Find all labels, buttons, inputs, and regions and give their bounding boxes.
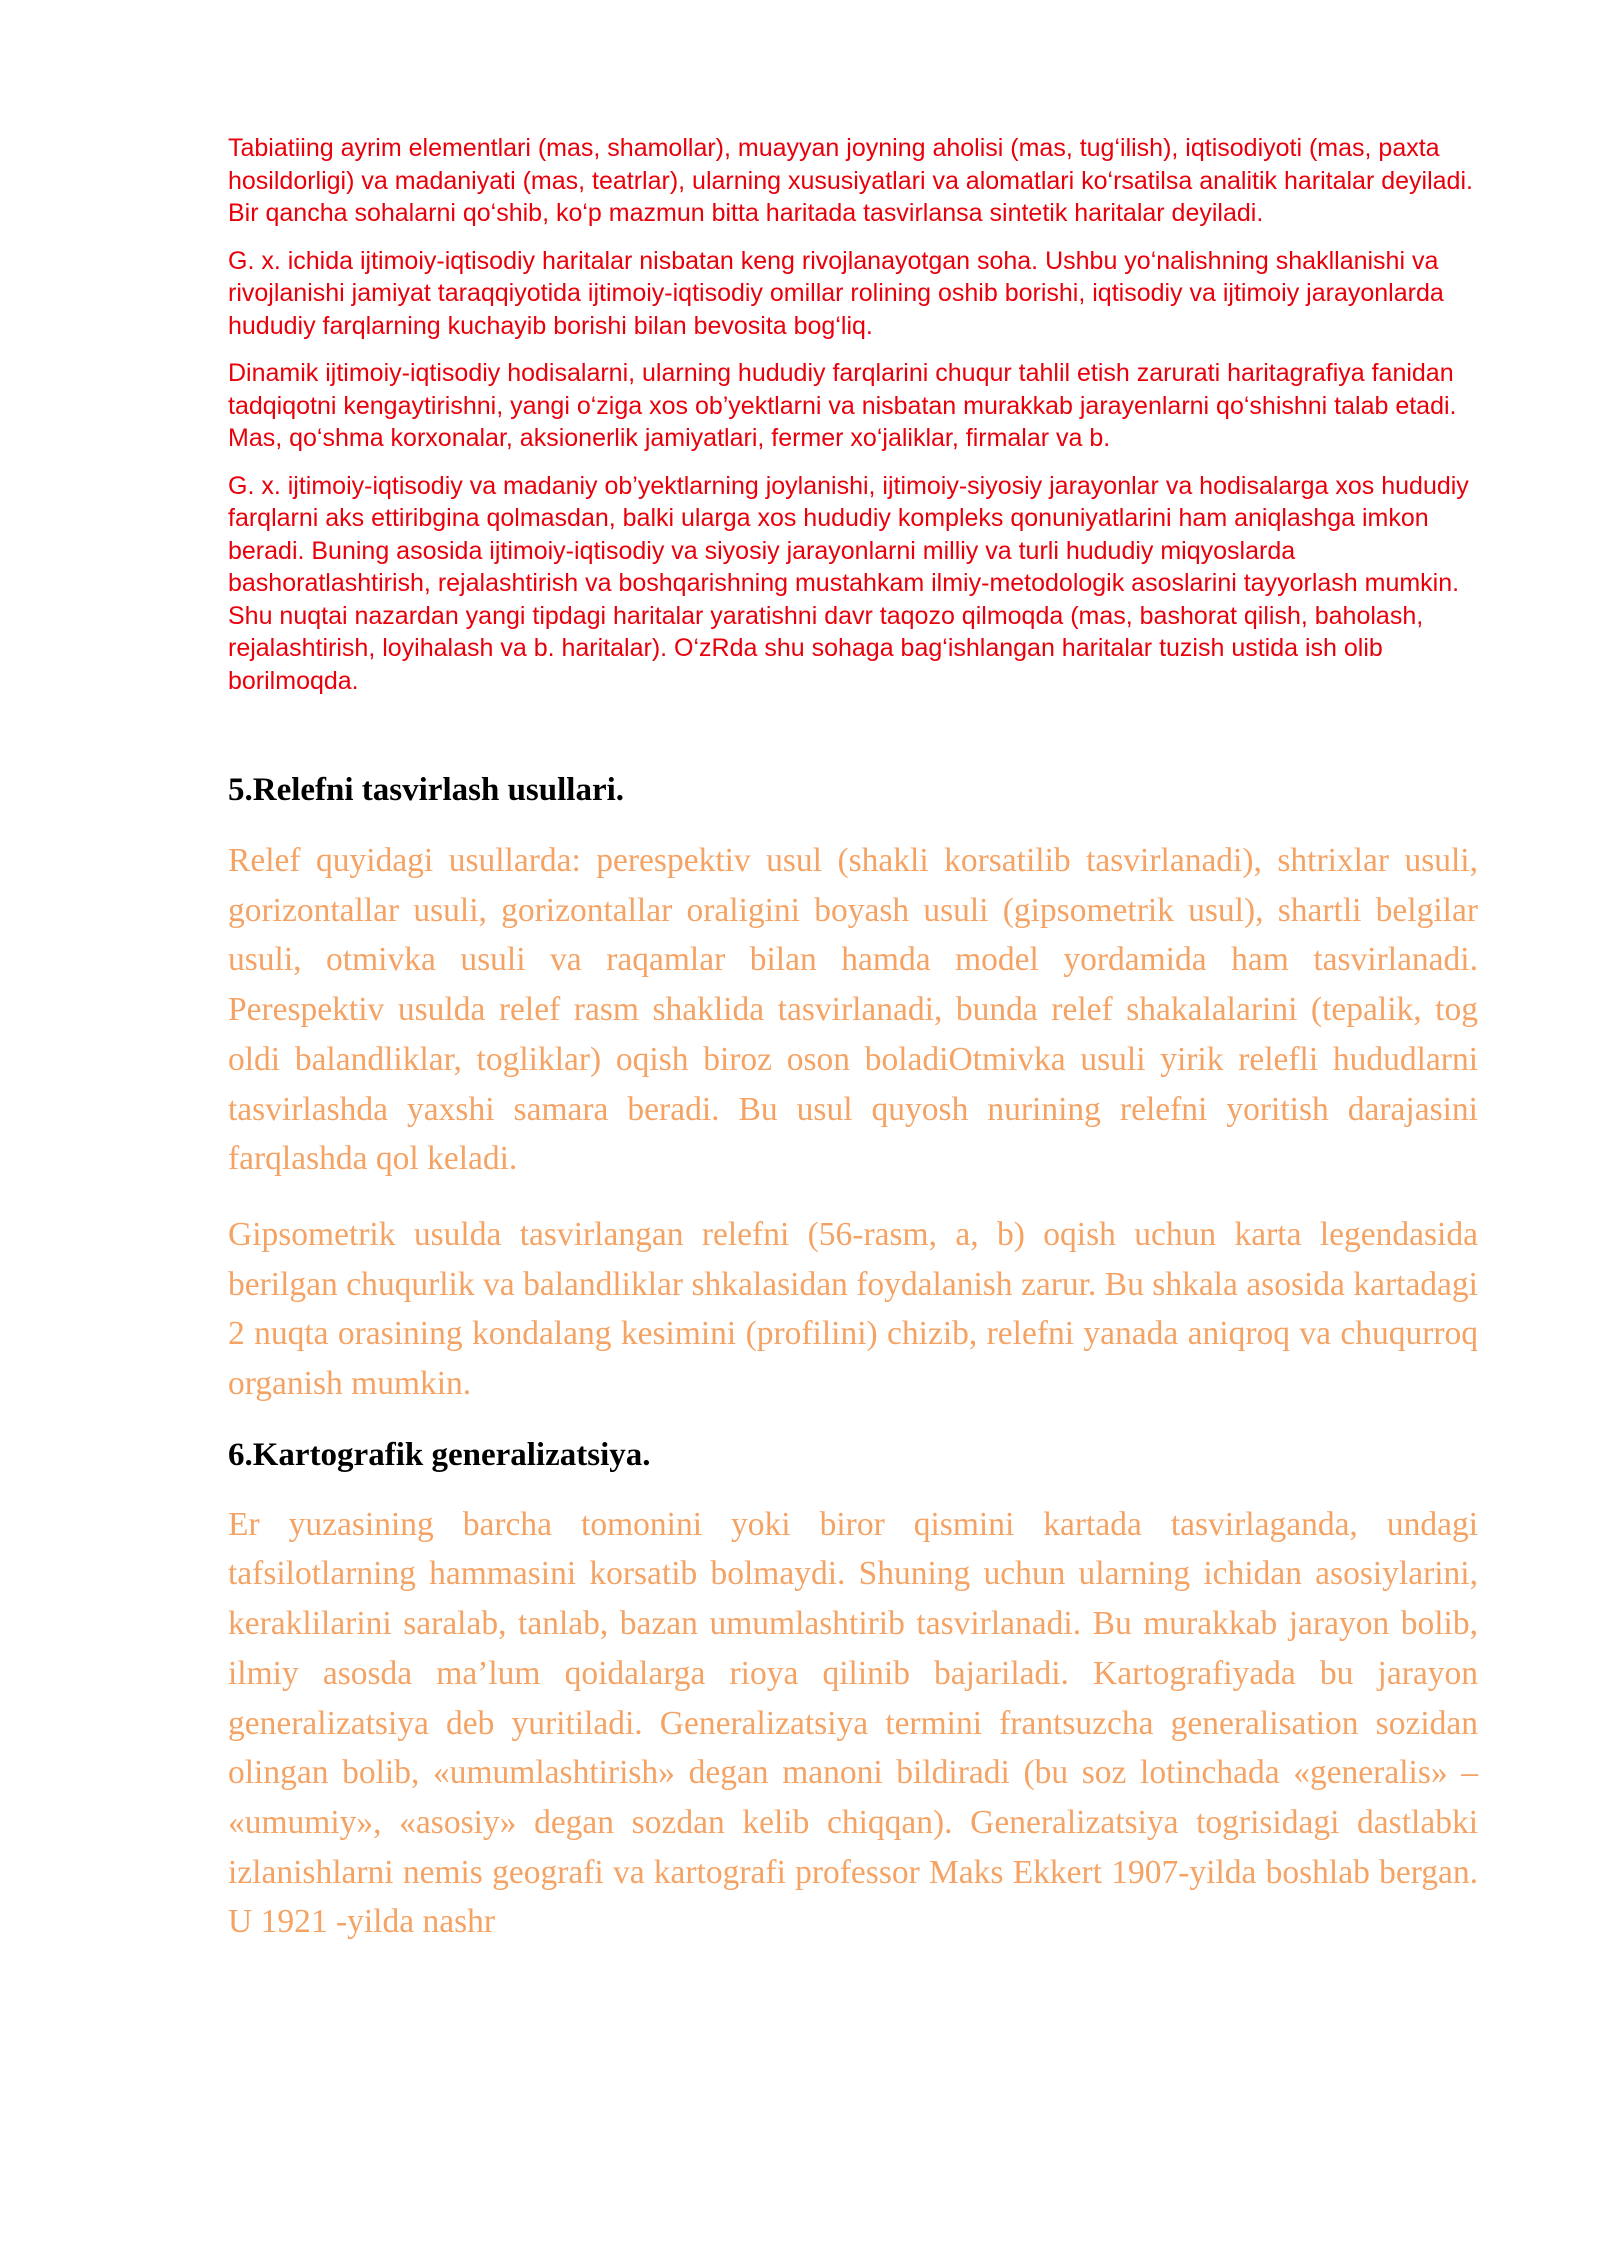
section-5-paragraph-1: Relef quyidagi usullarda: perespektiv usul (shakli korsatilib tasvirlanadi), shtrixlar usuli, gorizontallar usuli, gorizontallar oraligini boyash usuli (gipsometrik usul), shartli belgilar usuli, otmivka usuli va raqamlar bilan hamda model yordamida ham tasvirlanadi. Perespektiv usulda relef rasm shaklida tasvirlanadi, bunda relef shakalalarini (tepalik, tog oldi balandliklar, togliklar) oqish biroz oson boladiOtmivka usuli yirik relefli hududlarni tasvirlashda yaxshi samara beradi. Bu usul quyosh nurining relefni yoritish darajasini farqlashda qol keladi.: [228, 842, 1478, 1178]
red-paragraph-4: G. x. ijtimoiy-iqtisodiy va madaniy ob’yektlarning joylanishi, ijtimoiy-siyosiy jarayonlar va hodisalarga xos hududiy farqlarni aks ettiribgina qolmasdan, balki ularga xos hududiy kompleks qonuniyatlarini ham aniqlashga imkon beradi. Buning asosida ijtimoiy-iqtisodiy va siyosiy jarayonlarni milliy va turli hududiy miqyoslarda bashoratlashtirish, rejalashtirish va boshqarishning mustahkam ilmiy-metodologik asoslarini tayyorlash mumkin. Shu nuqtai nazardan yangi tipdagi haritalar yaratishni davr taqozo qilmoqda (mas, bashorat qilish, baholash, rejalashtirish, loyihalash va b. haritalar). O‘zRda shu sohaga bag‘ishlangan haritalar tuzish ustida ish olib borilmoqda.: [228, 471, 1469, 695]
red-paragraph-2: G. x. ichida ijtimoiy-iqtisodiy haritalar nisbatan keng rivojlanayotgan soha. Ushbu yo‘nalishning shakllanishi va rivojlanishi jamiyat taraqqiyotida ijtimoiy-iqtisodiy omillar rolining oshib borishi, iqtisodiy va ijtimoiy jarayonlarda hududiy farqlarning kuchayib borishi bilan bevosita bog‘liq.: [228, 246, 1444, 340]
section-5-paragraph-2: Gipsometrik usulda tasvirlangan relefni (56-rasm, a, b) oqish uchun karta legendasida berilgan chuqurlik va balandliklar shkalasidan foydalanish zarur. Bu shkala asosida kartadagi 2 nuqta orasining kondalang kesimini (profilini) chizib, relefni yanada aniqroq va chuqurroq organish mumkin.: [228, 1215, 1478, 1403]
section-6-heading: 6.Kartografik generalizatsiya.: [228, 1436, 651, 1473]
red-paragraph-1: Tabiatiing ayrim elementlari (mas, shamollar), muayyan joyning aholisi (mas, tug‘ilish), iqtisodiyoti (mas, paxta hosildorligi) va madaniyati (mas, teatrlar), ularning xususiyatlari va alomatlari ko‘rsatilsa analitik haritalar deyiladi. Bir qancha sohalarni qo‘shib, ko‘p mazmun bitta haritada tasvirlansa sintetik haritalar deyiladi.: [228, 134, 1473, 227]
section-5-heading: 5.Relefni tasvirlash usullari.: [228, 772, 625, 808]
document-body: [228, 132, 1478, 1947]
red-paragraph-3: Dinamik ijtimoiy-iqtisodiy hodisalarni, ularning hududiy farqlarini chuqur tahlil etish zarurati haritagrafiya fanidan tadqiqotni kengaytirishni, yangi o‘ziga xos ob’yektlarni va nisbatan murakkab jarayenlarni qo‘shishni talab etadi. Mas, qo‘shma korxonalar, aksionerlik jamiyatlari, fermer xo‘jaliklar, firmalar va b.: [228, 359, 1457, 452]
section-6-paragraph-1: Er yuzasining barcha tomonini yoki biror qismini kartada tasvirlaganda, undagi tafsilotlarning hammasini korsatib bolmaydi. Shuning uchun ularning ichidan asosiylarini, keraklilarini saralab, tanlab, bazan umumlashtirib tasvirlanadi. Bu murakkab jarayon bolib, ilmiy asosda ma’lum qoidalarga rioya qilinib bajariladi. Kartografiyada bu jarayon generalizatsiya deb yuritiladi. Generalizatsiya termini frantsuzcha generalisation sozidan olingan bolib, «umumlashtirish» degan manoni bildiradi (bu soz lotinchada «generalis» – «umumiy», «asosiy» degan sozdan kelib chiqqan). Generalizatsiya togrisidagi dastlabki izlanishlarni nemis geografi va kartografi professor Maks Ekkert 1907-yilda boshlab bergan. U 1921 -yilda nashr: [228, 1505, 1478, 1941]
